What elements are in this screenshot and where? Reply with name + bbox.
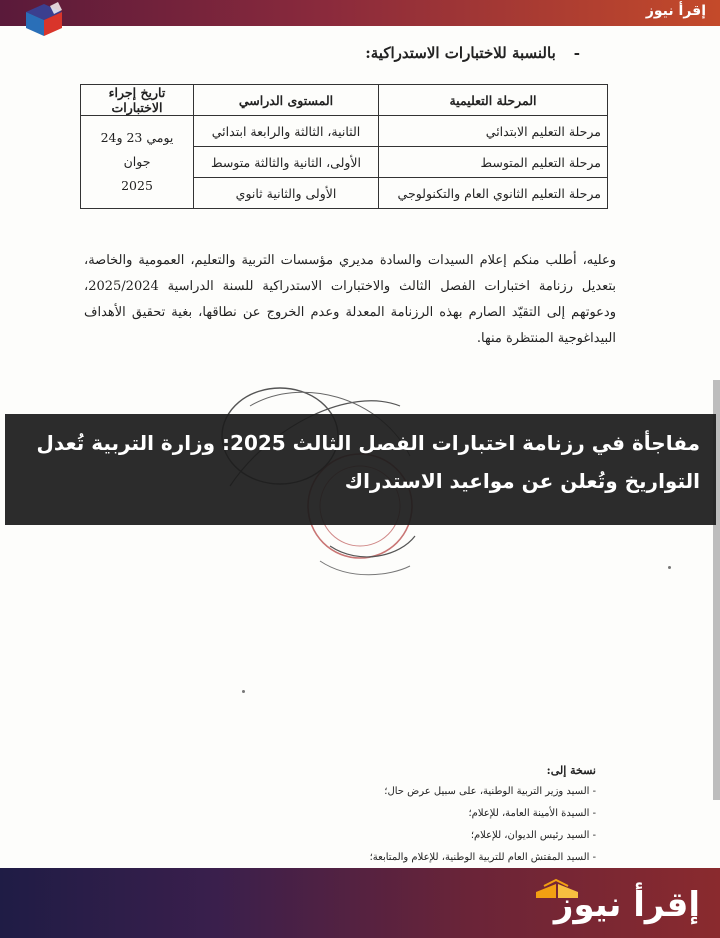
date-cell [81, 116, 194, 209]
bottom-logo-text: إقرأ نيوز [553, 885, 700, 925]
level-cell: الثانية، الثالثة والرابعة ابتدائي [194, 116, 379, 147]
headline-overlay [5, 414, 716, 525]
copy-to-heading: نسخة إلى: [546, 764, 596, 777]
heading-dash: - [573, 44, 580, 62]
body-paragraph-text: وعليه، أطلب منكم إعلام السيدات والسادة مديري مؤسسات التربية والتعليم، العمومية والخاصة، بتعديل رزنامة اختبارات الفصل الثالث والاختبارات الاستدراكية للسنة الدراسية 2025/2024، ودعوتهم إلى التقيّد الصارم بهذه الرزنامة المعدلة وعدم الخروج عن نطاقها، بغية تحقيق الأهداف البيداغوجية المنتظرة منها. [84, 253, 616, 346]
copy-to-item: - السيد المفتش العام للتربية الوطنية، للإعلام والمتابعة؛ [369, 852, 596, 863]
level-cell: الأولى والثانية ثانوي [194, 178, 379, 209]
copy-to-item: - السيد رئيس الديوان، للإعلام؛ [470, 830, 596, 841]
header-level: المستوى الدراسي [194, 85, 379, 116]
copy-to-item: - السيدة الأمينة العامة، للإعلام؛ [468, 808, 596, 819]
bottom-logo [500, 876, 700, 932]
section-heading [365, 44, 580, 62]
header-stage: المرحلة التعليمية [379, 85, 608, 116]
level-cell: الأولى، الثانية والثالثة متوسط [194, 147, 379, 178]
copy-to-item: - السيد وزير التربية الوطنية، على سبيل عرض حال؛ [384, 786, 596, 797]
stage-cell: مرحلة التعليم الثانوي العام والتكنولوجي [379, 178, 608, 209]
exam-schedule-table [80, 84, 608, 209]
headline-title: مفاجأة في رزنامة اختبارات الفصل الثالث 2025: وزارة التربية تُعدل التواريخ وتُعلن عن مواعيد الاستدراك [36, 431, 700, 493]
date-line-2: 2025 [121, 178, 153, 193]
copy-to-block [370, 764, 596, 869]
top-site-name: إقرأ نيوز [645, 3, 706, 19]
table-row [81, 116, 608, 147]
scan-speck [242, 690, 245, 693]
top-header-bar [0, 0, 720, 26]
date-line-1: يومي 23 و24 جوان [100, 130, 174, 169]
bottom-brand-band [0, 868, 720, 938]
heading-text: بالنسبة للاختبارات الاستدراكية: [365, 44, 556, 62]
stage-cell: مرحلة التعليم الابتدائي [379, 116, 608, 147]
header-date: تاريخ إجراء الاختبارات [81, 85, 194, 116]
stage-cell: مرحلة التعليم المتوسط [379, 147, 608, 178]
table-header-row [81, 85, 608, 116]
body-paragraph [84, 248, 616, 352]
scan-speck [668, 566, 671, 569]
